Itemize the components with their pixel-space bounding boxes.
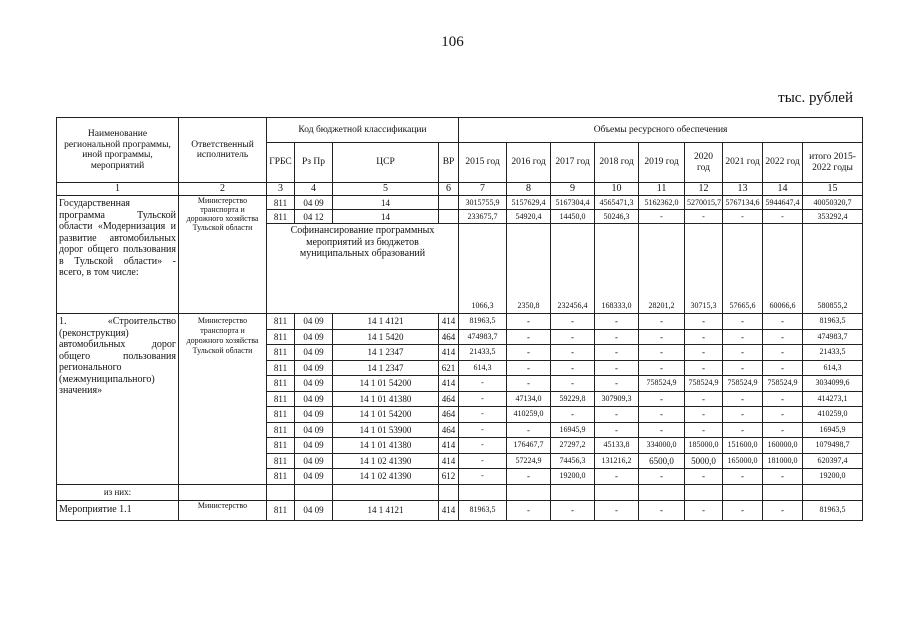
cofinancing-label: Софинансирование программных мероприятий из бюджетов муниципальных образований <box>267 224 459 314</box>
empty-cell <box>333 484 439 500</box>
resource-table <box>56 117 863 521</box>
col-num: 1 <box>57 183 179 196</box>
value-cell: - <box>723 422 763 438</box>
vr-cell: 414 <box>439 345 459 361</box>
value-cell: - <box>763 469 803 485</box>
header-2015: 2015 год <box>459 143 507 183</box>
rzpr-cell: 04 09 <box>295 360 333 376</box>
value-cell: - <box>459 453 507 469</box>
value-cell: 45133,8 <box>595 438 639 454</box>
header-2021: 2021 год <box>723 143 763 183</box>
value-cell: 2350,8 <box>507 224 551 314</box>
grbs-cell: 811 <box>267 407 295 423</box>
value-cell: - <box>507 345 551 361</box>
vr-cell <box>439 196 459 210</box>
value-cell: - <box>595 407 639 423</box>
value-cell: - <box>763 422 803 438</box>
column-numbers-row <box>57 183 863 196</box>
total-cell: 474983,7 <box>803 329 863 345</box>
csr-cell: 14 1 02 41390 <box>333 453 439 469</box>
rzpr-cell: 04 09 <box>295 422 333 438</box>
value-cell: 16945,9 <box>551 422 595 438</box>
rzpr-cell: 04 12 <box>295 210 333 224</box>
value-cell: - <box>459 376 507 392</box>
grbs-cell: 811 <box>267 329 295 345</box>
value-cell: - <box>723 345 763 361</box>
grbs-cell: 811 <box>267 438 295 454</box>
value-cell: - <box>507 469 551 485</box>
total-cell: 414273,1 <box>803 391 863 407</box>
header-total: итого 2015-2022 годы <box>803 143 863 183</box>
value-cell: 60066,6 <box>763 224 803 314</box>
csr-cell: 14 1 01 53900 <box>333 422 439 438</box>
csr-cell: 14 1 02 41390 <box>333 469 439 485</box>
value-cell: 27297,2 <box>551 438 595 454</box>
value-cell: 185000,0 <box>685 438 723 454</box>
empty-cell <box>803 484 863 500</box>
value-cell: 81963,5 <box>459 314 507 330</box>
col-num: 13 <box>723 183 763 196</box>
vr-cell: 414 <box>439 376 459 392</box>
total-cell: 40050320,7 <box>803 196 863 210</box>
vr-cell: 464 <box>439 422 459 438</box>
value-cell: - <box>723 500 763 520</box>
value-cell: 168333,0 <box>595 224 639 314</box>
col-num: 5 <box>333 183 439 196</box>
csr-cell: 14 <box>333 196 439 210</box>
value-cell: - <box>595 345 639 361</box>
value-cell: 165000,0 <box>723 453 763 469</box>
value-cell: - <box>723 329 763 345</box>
value-cell: - <box>763 500 803 520</box>
empty-cell <box>551 484 595 500</box>
header-2017: 2017 год <box>551 143 595 183</box>
header-2018: 2018 год <box>595 143 639 183</box>
value-cell: - <box>685 314 723 330</box>
csr-cell: 14 1 01 41380 <box>333 438 439 454</box>
value-cell: 14450,0 <box>551 210 595 224</box>
value-cell: - <box>763 360 803 376</box>
value-cell: 307909,3 <box>595 391 639 407</box>
value-cell: - <box>723 360 763 376</box>
value-cell: 21433,5 <box>459 345 507 361</box>
empty-cell <box>595 484 639 500</box>
header-grbs: ГРБС <box>267 143 295 183</box>
value-cell: 181000,0 <box>763 453 803 469</box>
value-cell: - <box>639 469 685 485</box>
col-num: 12 <box>685 183 723 196</box>
value-cell: - <box>723 210 763 224</box>
measure-1-1-executor: Министерство <box>179 500 267 520</box>
of-them-label: из них: <box>57 484 179 500</box>
value-cell: 81963,5 <box>459 500 507 520</box>
value-cell: 758524,9 <box>685 376 723 392</box>
csr-cell: 14 <box>333 210 439 224</box>
empty-cell <box>763 484 803 500</box>
col-num: 3 <box>267 183 295 196</box>
header-name: Наименование региональной программы, иной программы, мероприятий <box>57 118 179 183</box>
value-cell: - <box>595 360 639 376</box>
value-cell: - <box>507 360 551 376</box>
grbs-cell: 811 <box>267 345 295 361</box>
header-2020: 2020 год <box>685 143 723 183</box>
csr-cell: 14 1 4121 <box>333 500 439 520</box>
value-cell: 176467,7 <box>507 438 551 454</box>
value-cell: - <box>639 360 685 376</box>
total-cell: 580855,2 <box>803 224 863 314</box>
value-cell: 3015755,9 <box>459 196 507 210</box>
value-cell: - <box>685 500 723 520</box>
vr-cell: 464 <box>439 329 459 345</box>
rzpr-cell: 04 09 <box>295 391 333 407</box>
grbs-cell: 811 <box>267 360 295 376</box>
value-cell: 54920,4 <box>507 210 551 224</box>
csr-cell: 14 1 01 41380 <box>333 391 439 407</box>
total-cell: 410259,0 <box>803 407 863 423</box>
measure-1-1-row <box>57 500 863 520</box>
value-cell: 5270015,7 <box>685 196 723 210</box>
value-cell: 19200,0 <box>551 469 595 485</box>
value-cell: 4565471,3 <box>595 196 639 210</box>
value-cell: 30715,3 <box>685 224 723 314</box>
rzpr-cell: 04 09 <box>295 469 333 485</box>
total-cell: 353292,4 <box>803 210 863 224</box>
value-cell: 614,3 <box>459 360 507 376</box>
rzpr-cell: 04 09 <box>295 376 333 392</box>
empty-cell <box>685 484 723 500</box>
header-volumes: Объемы ресурсного обеспечения <box>459 118 863 143</box>
rzpr-cell: 04 09 <box>295 453 333 469</box>
vr-cell: 621 <box>439 360 459 376</box>
value-cell: 5767134,6 <box>723 196 763 210</box>
value-cell: 233675,7 <box>459 210 507 224</box>
program-name: Государственная программа Тульской области «Модернизация и развитие автомобильных дорог общего пользования в Тульской области» - всего, в том числе: <box>57 196 179 314</box>
value-cell: - <box>507 500 551 520</box>
value-cell: - <box>595 469 639 485</box>
col-num: 2 <box>179 183 267 196</box>
value-cell: - <box>639 422 685 438</box>
total-cell: 19200,0 <box>803 469 863 485</box>
value-cell: 5157629,4 <box>507 196 551 210</box>
total-cell: 614,3 <box>803 360 863 376</box>
col-num: 15 <box>803 183 863 196</box>
rzpr-cell: 04 09 <box>295 329 333 345</box>
value-cell: - <box>685 360 723 376</box>
value-cell: - <box>639 329 685 345</box>
total-cell: 16945,9 <box>803 422 863 438</box>
value-cell: - <box>685 469 723 485</box>
measure-name: 1. «Строительство (реконструкция) автомобильных дорог общего пользования регионального (межмуниципального) значения» <box>57 314 179 485</box>
csr-cell: 14 1 2347 <box>333 345 439 361</box>
value-cell: - <box>639 391 685 407</box>
value-cell: - <box>459 422 507 438</box>
value-cell: - <box>551 407 595 423</box>
header-2019: 2019 год <box>639 143 685 183</box>
value-cell: - <box>763 210 803 224</box>
value-cell: 410259,0 <box>507 407 551 423</box>
value-cell: 232456,4 <box>551 224 595 314</box>
grbs-cell: 811 <box>267 196 295 210</box>
total-cell: 620397,4 <box>803 453 863 469</box>
header-vr: ВР <box>439 143 459 183</box>
empty-cell <box>267 484 295 500</box>
col-num: 9 <box>551 183 595 196</box>
value-cell: - <box>639 314 685 330</box>
grbs-cell: 811 <box>267 391 295 407</box>
program-executor: Министерство транспорта и дорожного хозяйства Тульской области <box>179 196 267 314</box>
value-cell: 74456,3 <box>551 453 595 469</box>
csr-cell: 14 1 01 54200 <box>333 376 439 392</box>
value-cell: - <box>639 500 685 520</box>
empty-cell <box>459 484 507 500</box>
grbs-cell: 811 <box>267 376 295 392</box>
value-cell: - <box>595 422 639 438</box>
units-label: тыс. рублей <box>778 90 853 106</box>
value-cell: 57224,9 <box>507 453 551 469</box>
measure-executor: Министерство транспорта и дорожного хозяйства Тульской области <box>179 314 267 485</box>
value-cell: 151600,0 <box>723 438 763 454</box>
value-cell: - <box>595 376 639 392</box>
grbs-cell: 811 <box>267 314 295 330</box>
value-cell: - <box>763 345 803 361</box>
col-num: 10 <box>595 183 639 196</box>
value-cell: - <box>459 438 507 454</box>
value-cell: - <box>723 391 763 407</box>
grbs-cell: 811 <box>267 469 295 485</box>
value-cell: - <box>685 210 723 224</box>
value-cell: - <box>723 469 763 485</box>
value-cell: 160000,0 <box>763 438 803 454</box>
value-cell: 758524,9 <box>723 376 763 392</box>
header-executor: Ответственный исполнитель <box>179 118 267 183</box>
value-cell: - <box>551 360 595 376</box>
vr-cell: 414 <box>439 453 459 469</box>
value-cell: 5167304,4 <box>551 196 595 210</box>
value-cell: - <box>723 314 763 330</box>
vr-cell: 414 <box>439 438 459 454</box>
csr-cell: 14 1 2347 <box>333 360 439 376</box>
csr-cell: 14 1 4121 <box>333 314 439 330</box>
rzpr-cell: 04 09 <box>295 407 333 423</box>
col-num: 6 <box>439 183 459 196</box>
empty-cell <box>723 484 763 500</box>
total-cell: 81963,5 <box>803 314 863 330</box>
csr-cell: 14 1 01 54200 <box>333 407 439 423</box>
rzpr-cell: 04 09 <box>295 196 333 210</box>
value-cell: - <box>763 391 803 407</box>
value-cell: - <box>763 329 803 345</box>
value-cell: - <box>723 407 763 423</box>
measure-1-1-name: Мероприятие 1.1 <box>57 500 179 520</box>
rzpr-cell: 04 09 <box>295 438 333 454</box>
value-cell: 47134,0 <box>507 391 551 407</box>
value-cell: 59229,8 <box>551 391 595 407</box>
total-cell: 21433,5 <box>803 345 863 361</box>
value-cell: - <box>763 314 803 330</box>
grbs-cell: 811 <box>267 422 295 438</box>
value-cell: - <box>459 469 507 485</box>
value-cell: - <box>685 422 723 438</box>
grbs-cell: 811 <box>267 453 295 469</box>
empty-cell <box>295 484 333 500</box>
value-cell: 5162362,0 <box>639 196 685 210</box>
value-cell: - <box>639 210 685 224</box>
program-row <box>57 196 863 210</box>
value-cell: - <box>685 329 723 345</box>
value-cell: - <box>595 314 639 330</box>
rzpr-cell: 04 09 <box>295 500 333 520</box>
value-cell: 334000,0 <box>639 438 685 454</box>
page-number: 106 <box>441 34 464 50</box>
value-cell: - <box>551 329 595 345</box>
value-cell: - <box>507 329 551 345</box>
value-cell: - <box>685 407 723 423</box>
value-cell: 1066,3 <box>459 224 507 314</box>
col-num: 8 <box>507 183 551 196</box>
header-rzpr: Рз Пр <box>295 143 333 183</box>
value-cell: 50246,3 <box>595 210 639 224</box>
rzpr-cell: 04 09 <box>295 345 333 361</box>
grbs-cell: 811 <box>267 500 295 520</box>
value-cell: - <box>551 345 595 361</box>
grbs-cell: 811 <box>267 210 295 224</box>
empty-cell <box>439 484 459 500</box>
value-cell: - <box>685 345 723 361</box>
csr-cell: 14 1 5420 <box>333 329 439 345</box>
value-cell: - <box>595 329 639 345</box>
value-cell: 131216,2 <box>595 453 639 469</box>
empty-cell <box>639 484 685 500</box>
value-cell: - <box>507 376 551 392</box>
header-csr: ЦСР <box>333 143 439 183</box>
value-cell: - <box>459 391 507 407</box>
of-them-row <box>57 484 863 500</box>
value-cell: 5000,0 <box>685 453 723 469</box>
value-cell: - <box>595 500 639 520</box>
value-cell: - <box>551 314 595 330</box>
col-num: 14 <box>763 183 803 196</box>
vr-cell <box>439 210 459 224</box>
vr-cell: 464 <box>439 391 459 407</box>
vr-cell: 414 <box>439 500 459 520</box>
value-cell: 57665,6 <box>723 224 763 314</box>
header-2022: 2022 год <box>763 143 803 183</box>
value-cell: - <box>507 422 551 438</box>
vr-cell: 612 <box>439 469 459 485</box>
value-cell: - <box>685 391 723 407</box>
value-cell: - <box>459 407 507 423</box>
total-cell: 81963,5 <box>803 500 863 520</box>
value-cell: 474983,7 <box>459 329 507 345</box>
col-num: 4 <box>295 183 333 196</box>
vr-cell: 464 <box>439 407 459 423</box>
value-cell: 6500,0 <box>639 453 685 469</box>
header-code: Код бюджетной классификации <box>267 118 459 143</box>
vr-cell: 414 <box>439 314 459 330</box>
value-cell: - <box>551 376 595 392</box>
empty-cell <box>507 484 551 500</box>
empty-cell <box>179 484 267 500</box>
value-cell: 758524,9 <box>639 376 685 392</box>
total-cell: 1079498,7 <box>803 438 863 454</box>
value-cell: - <box>551 500 595 520</box>
value-cell: - <box>763 407 803 423</box>
value-cell: - <box>639 407 685 423</box>
value-cell: 758524,9 <box>763 376 803 392</box>
value-cell: - <box>507 314 551 330</box>
col-num: 11 <box>639 183 685 196</box>
header-2016: 2016 год <box>507 143 551 183</box>
value-cell: 28201,2 <box>639 224 685 314</box>
col-num: 7 <box>459 183 507 196</box>
total-cell: 3034099,6 <box>803 376 863 392</box>
rzpr-cell: 04 09 <box>295 314 333 330</box>
value-cell: 5944647,4 <box>763 196 803 210</box>
measure-row <box>57 314 863 330</box>
value-cell: - <box>639 345 685 361</box>
